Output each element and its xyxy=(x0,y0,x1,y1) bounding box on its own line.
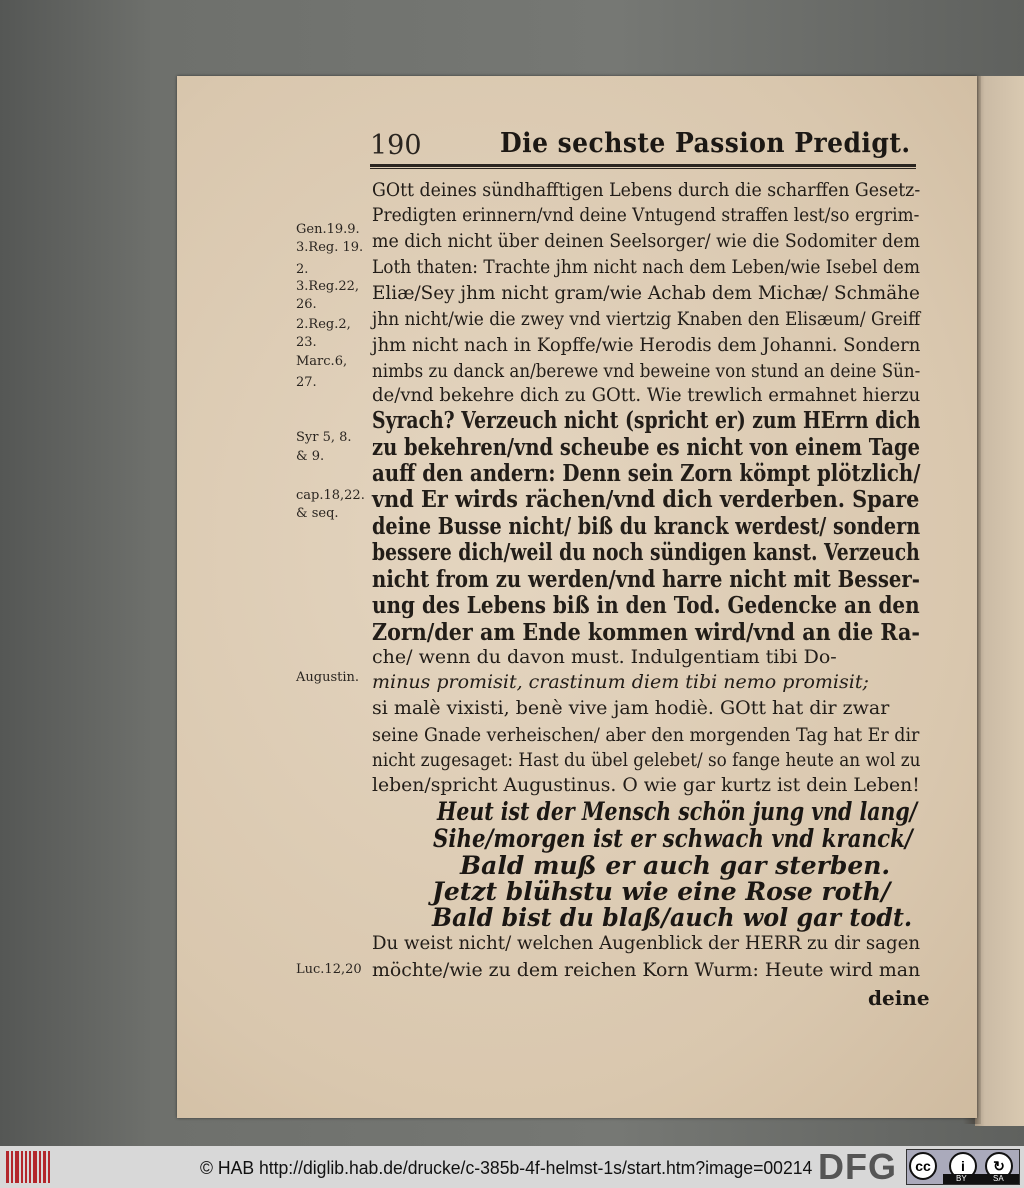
text-line: nicht from zu werden/vnd harre nicht mit Besser- xyxy=(372,566,920,593)
margin-note: Luc.12,20 xyxy=(296,962,362,977)
attribution-icon: i xyxy=(949,1152,977,1180)
viewer-footer xyxy=(0,1146,1024,1188)
verse-line: Bald muß er auch gar sterben. xyxy=(460,851,891,880)
text-line: Syrach? Verzeuch nicht (spricht er) zum HErrn dich xyxy=(372,407,921,434)
margin-note: Augustin. xyxy=(296,670,360,685)
text-line: ung des Lebens biß in den Tod. Gedencke an den xyxy=(372,592,920,619)
page-number: 190 xyxy=(370,130,422,161)
text-line: möchte/wie zu dem reichen Korn Wurm: Heute wird man xyxy=(372,959,921,981)
text-line: de/vnd bekehre dich zu GOtt. Wie trewlich ermahnet hierzu xyxy=(372,384,921,406)
text-line: Eliæ/Sey jhm nicht gram/wie Achab dem Michæ/ Schmähe xyxy=(372,282,920,304)
barcode-icon xyxy=(6,1151,50,1183)
text-line: bessere dich/weil du noch sündigen kanst. Verzeuch xyxy=(372,539,920,566)
margin-note: cap.18,22. xyxy=(296,488,365,503)
text-line: seine Gnade verheischen/ aber den morgenden Tag hat Er dir xyxy=(372,724,920,746)
share-alike-icon: ↻ xyxy=(985,1152,1013,1180)
margin-note: & seq. xyxy=(296,506,339,521)
verse-line: Bald bist du blaß/auch wol gar todt. xyxy=(432,903,913,932)
text-line: Predigten erinnern/vnd deine Vntugend straffen lest/so ergrim- xyxy=(372,204,920,226)
text-line: minus promisit, crastinum diem tibi nemo promisit; xyxy=(372,671,869,693)
text-line: zu bekehren/vnd scheube es nicht von einem Tage xyxy=(372,434,921,461)
verse-line: Sihe/morgen ist er schwach vnd kranck/ xyxy=(433,824,913,853)
cc-by-sa-license-icon[interactable] xyxy=(906,1149,1020,1185)
text-line: vnd Er wirds rächen/vnd dich verderben. Spare xyxy=(372,486,920,513)
text-line: che/ wenn du davon must. Indulgentiam tibi Do- xyxy=(372,646,837,668)
source-link[interactable]: © HAB http://diglib.hab.de/drucke/c-385b-4f-helmst-1s/start.htm?image=00214 xyxy=(200,1158,813,1178)
text-line: si malè vixisti, benè vive jam hodiè. GOtt hat dir zwar xyxy=(372,697,890,719)
facing-page-edge xyxy=(975,76,1024,1126)
margin-note: Gen.19.9. xyxy=(296,222,360,237)
page-header xyxy=(370,130,918,170)
cc-icon: cc xyxy=(909,1152,937,1180)
verse-line: Jetzt blühstu wie eine Rose roth/ xyxy=(432,877,891,906)
text-line: GOtt deines sündhafftigen Lebens durch die scharffen Gesetz- xyxy=(372,179,921,201)
dfg-logo: DFG xyxy=(818,1146,897,1187)
text-line: deine Busse nicht/ biß du kranck werdest/ sondern xyxy=(372,513,921,540)
margin-note: 2. xyxy=(296,262,309,277)
margin-note: Syr 5, 8. xyxy=(296,430,352,445)
license-by-label: BY xyxy=(956,1174,967,1183)
text-line: nicht zugesaget: Hast du übel gelebet/ so fange heute an wol zu xyxy=(372,749,921,771)
margin-note: 26. xyxy=(296,297,317,312)
catchword: deine xyxy=(868,986,930,1010)
text-line: nimbs zu danck an/berewe vnd beweine von stund an deine Sün- xyxy=(372,360,921,382)
margin-note: 3.Reg.22, xyxy=(296,279,360,294)
text-line: jhm nicht nach in Kopffe/wie Herodis dem Johanni. Sondern xyxy=(372,334,921,356)
text-line: Du weist nicht/ welchen Augenblick der HERR zu dir sagen xyxy=(372,932,921,954)
text-line: auff den andern: Denn sein Zorn kömpt plötzlich/ xyxy=(372,460,921,487)
running-title: Die sechste Passion Predigt. xyxy=(500,128,911,159)
license-sa-label: SA xyxy=(993,1174,1004,1183)
text-line: leben/spricht Augustinus. O wie gar kurtz ist dein Leben! xyxy=(372,774,920,796)
margin-note: 2.Reg.2, xyxy=(296,317,351,332)
margin-note: Marc.6, xyxy=(296,354,348,369)
license-bar xyxy=(943,1174,1019,1184)
verse-line: Heut ist der Mensch schön jung vnd lang/ xyxy=(437,797,918,826)
header-rule xyxy=(370,164,916,169)
margin-note: & 9. xyxy=(296,449,325,464)
text-line: Loth thaten: Trachte jhm nicht nach dem Leben/wie Isebel dem xyxy=(372,256,920,278)
text-line: me dich nicht über deinen Seelsorger/ wie die Sodomiter dem xyxy=(372,230,920,252)
text-line: Zorn/der am Ende kommen wird/vnd an die Ra- xyxy=(372,619,921,646)
text-line: jhn nicht/wie die zwey vnd viertzig Knaben den Elisæum/ Greiff xyxy=(372,308,921,330)
margin-note: 23. xyxy=(296,335,317,350)
margin-note: 3.Reg. 19. xyxy=(296,240,364,255)
margin-note: 27. xyxy=(296,375,317,390)
